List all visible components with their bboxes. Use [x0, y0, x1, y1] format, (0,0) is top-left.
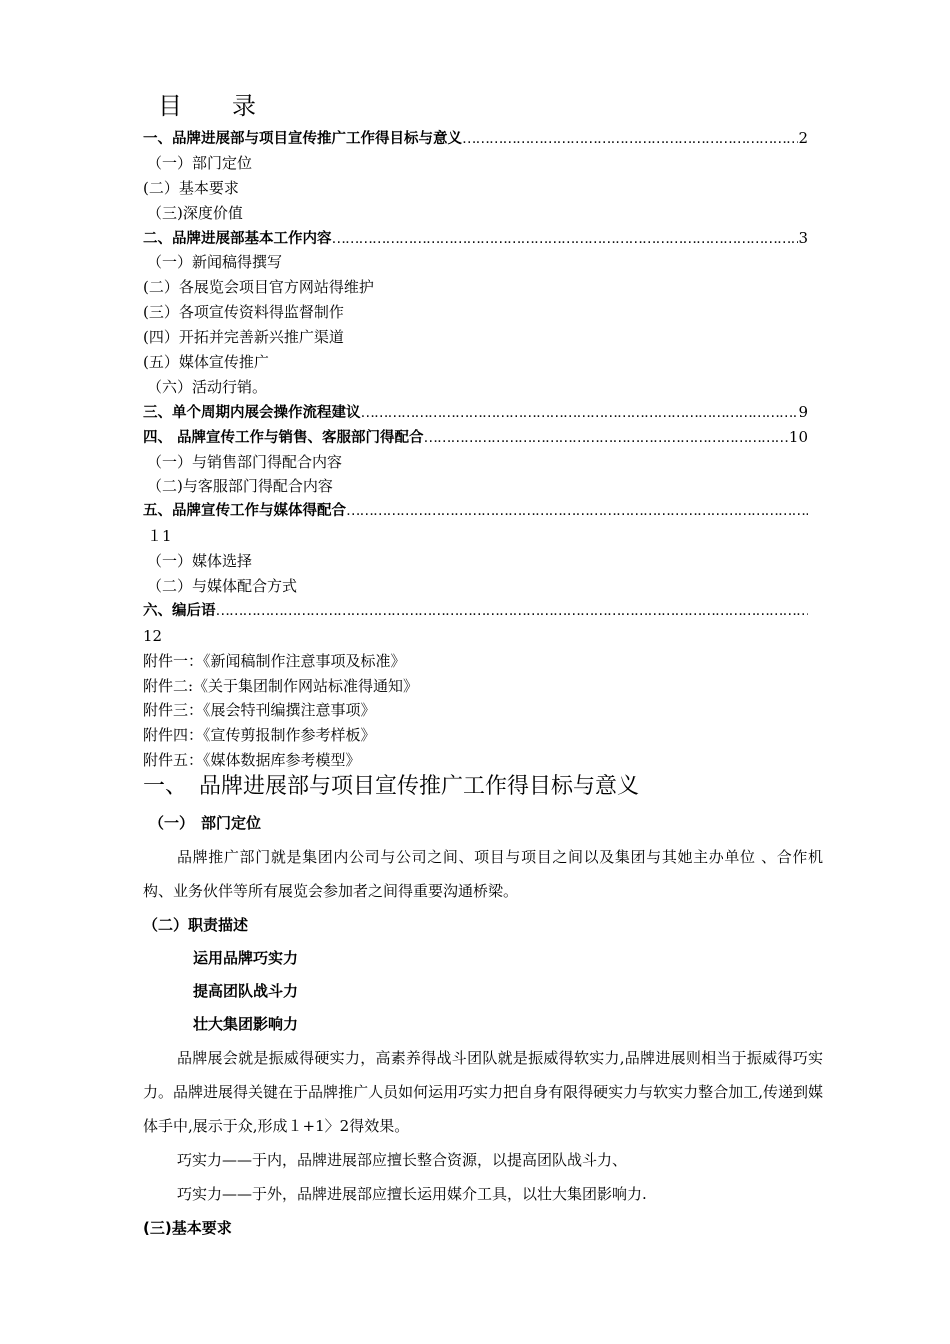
- paragraph: 品牌展会就是振威得硬实力，高素养得战斗团队就是振威得软实力,品牌进展则相当于振威得巧实力。品牌进展得关键在于品牌推广人员如何运用巧实力把自身有限得硬实力与软实力整合加工,传递到媒体手中,展示于众,形成１+1〉2得效果。: [143, 1049, 823, 1135]
- toc-entry[interactable]: 三、单个周期内展会操作流程建议 ………………………………………………………………………………………………………………………………………………… 9: [143, 400, 808, 425]
- toc-attachment[interactable]: 附件二:《关于集团制作网站标准得通知》: [143, 676, 419, 695]
- duty-item: 运用品牌巧实力: [193, 949, 299, 967]
- section-1: [143, 768, 823, 1245]
- subsection-heading: (三)基本要求: [143, 1219, 232, 1237]
- toc-entry[interactable]: (五）媒体宣传推广: [143, 353, 269, 372]
- toc-entry[interactable]: （一）新闻稿得撰写: [147, 253, 283, 272]
- toc-entry[interactable]: 六、编后语 …………………………………………………………………………………………………………………………………………………: [143, 599, 808, 624]
- paragraph: 品牌推广部门就是集团内公司与公司之间、项目与项目之间以及集团与其她主办单位 、合作机构、业务伙伴等所有展览会参加者之间得重要沟通桥梁。: [143, 848, 823, 900]
- toc-entry[interactable]: (三）各项宣传资料得监督制作: [143, 303, 344, 322]
- toc-page-number: １1: [147, 527, 172, 546]
- toc-entry[interactable]: 五、品牌宣传工作与媒体得配合 …………………………………………………………………………………………………………………………………………………: [143, 499, 808, 524]
- toc-entry[interactable]: （一）部门定位: [147, 153, 253, 172]
- toc-entry[interactable]: （六）活动行销。: [147, 377, 268, 396]
- toc-title: 目 录: [158, 92, 258, 120]
- toc-page-number: 12: [143, 626, 163, 645]
- toc-entry[interactable]: (二）基本要求: [143, 178, 239, 197]
- toc-entry[interactable]: （一）媒体选择: [147, 552, 253, 571]
- duty-item: 提高团队战斗力: [193, 982, 299, 1000]
- paragraph: 巧实力——于外，品牌进展部应擅长运用媒介工具，以壮大集团影响力.: [177, 1185, 647, 1203]
- toc-entry[interactable]: 四、 品牌宣传工作与销售、客服部门得配合 ………………………………………………………………………………………………………………………………………………… 10: [143, 425, 808, 450]
- duty-item: 壮大集团影响力: [193, 1015, 299, 1033]
- toc-entry[interactable]: (二）各展览会项目官方网站得维护: [143, 278, 374, 297]
- paragraph: 巧实力——于内，品牌进展部应擅长整合资源，以提高团队战斗力、: [177, 1151, 628, 1169]
- toc-entry[interactable]: 二、品牌进展部基本工作内容 ………………………………………………………………………………………………………………………………………………… 3: [143, 226, 808, 251]
- toc-attachment[interactable]: 附件四：《宣传剪报制作参考样板》: [143, 726, 376, 745]
- toc-attachment[interactable]: 附件三：《展会特刊编撰注意事项》: [143, 701, 376, 720]
- section-heading: 一、 品牌进展部与项目宣传推广工作得目标与意义: [143, 774, 640, 799]
- table-of-contents: [143, 126, 808, 773]
- toc-entry[interactable]: （三)深度价值: [147, 203, 243, 222]
- subsection-heading: （二）职责描述: [143, 916, 249, 934]
- toc-entry[interactable]: （二)与客服部门得配合内容: [147, 477, 333, 496]
- toc-entry[interactable]: （二）与媒体配合方式: [147, 577, 298, 596]
- subsection-heading: （一） 部门定位: [149, 814, 262, 832]
- toc-entry[interactable]: 一、品牌进展部与项目宣传推广工作得目标与意义 ………………………………………………………………………………………………………………………………………………… 2: [143, 126, 808, 151]
- toc-entry[interactable]: (四）开拓并完善新兴推广渠道: [143, 328, 344, 347]
- toc-entry[interactable]: （一）与销售部门得配合内容: [147, 452, 343, 471]
- toc-attachment[interactable]: 附件一：《新闻稿制作注意事项及标准》: [143, 651, 406, 670]
- toc-attachment[interactable]: 附件五：《媒体数据库参考模型》: [143, 751, 361, 770]
